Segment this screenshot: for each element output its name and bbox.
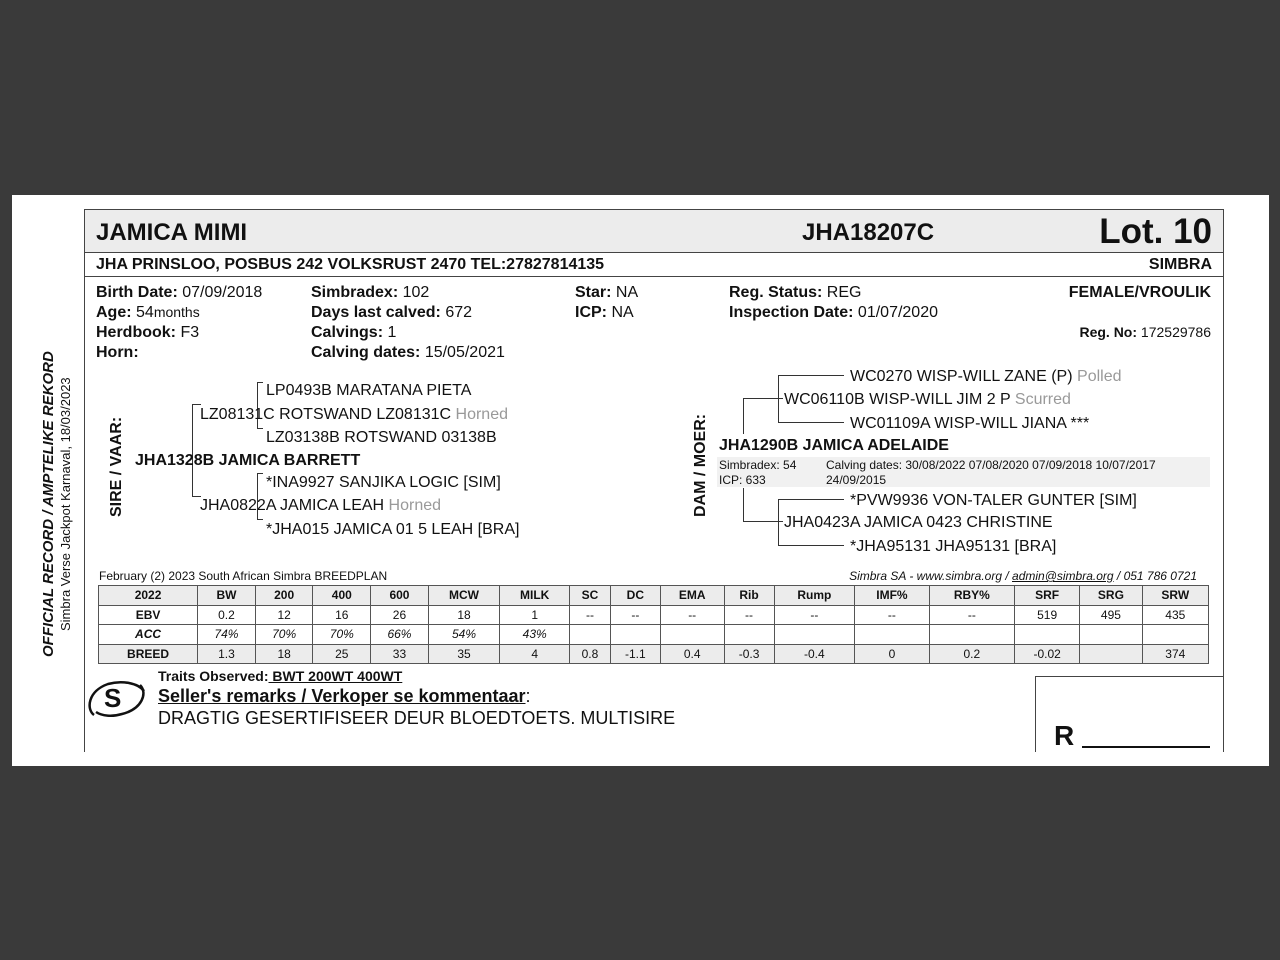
table-cell: 1 <box>500 605 570 625</box>
table-cell: 33 <box>371 644 429 664</box>
horn-status: Scurred <box>1014 391 1071 408</box>
dam-dam-dam: *JHA95131 JHA95131 [BRA] <box>850 538 1057 555</box>
table-cell: 435 <box>1142 605 1208 625</box>
table-cell: Rib <box>724 586 774 606</box>
breeder-info: JHA PRINSLOO, POSBUS 242 VOLKSRUST 2470 TEL:27827814135 <box>96 256 605 273</box>
table-cell: -0.4 <box>774 644 855 664</box>
sire-dam: JHA0822A JAMICA LEAH Horned <box>200 497 442 514</box>
table-cell: -0.02 <box>1014 644 1079 664</box>
table-cell: BW <box>198 586 256 606</box>
price-prefix: R <box>1054 720 1075 751</box>
table-cell: 16 <box>313 605 371 625</box>
price-line[interactable] <box>1082 746 1210 748</box>
animal-reg-code: JHA18207C <box>802 219 935 246</box>
sellers-remarks: DRAGTIG GESERTIFISEER DEUR BLOEDTOETS. MULTISIRE <box>158 708 676 728</box>
table-cell: -- <box>929 605 1014 625</box>
days-last-calved: Days last calved: 672 <box>311 304 473 321</box>
table-cell: 43% <box>500 625 570 645</box>
table-row-breed <box>99 644 1209 664</box>
email-link[interactable]: admin@simbra.org <box>1012 569 1114 583</box>
breed-name: SIMBRA <box>1148 256 1212 273</box>
lot-number: Lot. 10 <box>1099 212 1212 251</box>
table-cell <box>570 625 611 645</box>
table-cell: DC <box>610 586 660 606</box>
table-cell: 12 <box>255 605 313 625</box>
animal-name: JAMICA MIMI <box>96 219 248 246</box>
table-cell <box>929 625 1014 645</box>
dam-sire-sire: WC0270 WISP-WILL ZANE (P) Polled <box>850 368 1122 385</box>
table-cell: -- <box>570 605 611 625</box>
table-cell: 70% <box>313 625 371 645</box>
table-cell: -0.3 <box>724 644 774 664</box>
dam-sire-dam: WC01109A WISP-WILL JIANA *** <box>850 415 1090 432</box>
table-cell: -- <box>610 605 660 625</box>
table-cell: 35 <box>428 644 499 664</box>
dam-calving-dates-2: 24/09/2015 <box>826 473 887 487</box>
table-cell: SRW <box>1142 586 1208 606</box>
icp: ICP: NA <box>575 304 634 321</box>
table-cell: -- <box>774 605 855 625</box>
table-cell: -- <box>855 605 930 625</box>
table-cell: 18 <box>428 605 499 625</box>
horn-status: Horned <box>455 406 508 423</box>
lot-card <box>12 195 1269 766</box>
reg-no: Reg. No: 172529786 <box>1079 324 1211 340</box>
table-cell <box>1014 625 1079 645</box>
dam-name: JHA1290B JAMICA ADELAIDE <box>719 437 949 454</box>
table-cell: Rump <box>774 586 855 606</box>
table-cell: 519 <box>1014 605 1079 625</box>
simbra-logo-icon <box>86 679 148 719</box>
table-cell: 0.2 <box>929 644 1014 664</box>
table-cell: 4 <box>500 644 570 664</box>
table-cell: -- <box>724 605 774 625</box>
table-cell: 2022 <box>99 586 198 606</box>
table-cell <box>1142 625 1208 645</box>
sire-name: JHA1328B JAMICA BARRETT <box>135 452 361 469</box>
sex: FEMALE/VROULIK <box>1068 284 1211 301</box>
breedplan-contact: Simbra SA - www.simbra.org / admin@simbra.org / 051 786 0721 <box>849 569 1197 583</box>
table-cell: MILK <box>500 586 570 606</box>
table-cell: SRG <box>1080 586 1142 606</box>
table-header-row <box>99 586 1209 606</box>
horn-status: Polled <box>1077 368 1122 385</box>
table-cell <box>774 625 855 645</box>
sellers-remarks-label: Seller's remarks / Verkoper se kommentaar: <box>158 686 531 706</box>
title-bar <box>85 210 1223 253</box>
table-cell: 1.3 <box>198 644 256 664</box>
dam-icp: ICP: 633 <box>719 473 766 487</box>
dam-simbradex: Simbradex: 54 <box>719 458 797 472</box>
table-cell <box>1080 625 1142 645</box>
traits-observed: Traits Observed: BWT 200WT 400WT <box>158 668 403 684</box>
breeder-bar <box>85 253 1223 277</box>
ebv-table <box>98 585 1209 664</box>
dam-dam-sire: *PVW9936 VON-TALER GUNTER [SIM] <box>850 492 1137 509</box>
table-cell <box>724 625 774 645</box>
sire-dam-sire: *INA9927 SANJIKA LOGIC [SIM] <box>266 474 501 491</box>
table-cell: 70% <box>255 625 313 645</box>
table-cell: 495 <box>1080 605 1142 625</box>
table-cell <box>660 625 724 645</box>
logo-letter: S <box>104 683 122 713</box>
table-cell: 0 <box>855 644 930 664</box>
table-cell <box>610 625 660 645</box>
table-cell: RBY% <box>929 586 1014 606</box>
table-cell: 25 <box>313 644 371 664</box>
calving-dates: Calving dates: 15/05/2021 <box>311 344 505 361</box>
dam-calving-dates: Calving dates: 30/08/2022 07/08/2020 07/09/2018 10/07/2017 <box>826 458 1156 472</box>
table-cell: 18 <box>255 644 313 664</box>
table-cell: 0.4 <box>660 644 724 664</box>
table-cell: 54% <box>428 625 499 645</box>
sire-sire-dam: LZ03138B ROTSWAND 03138B <box>266 429 497 446</box>
simbradex: Simbradex: 102 <box>311 284 430 301</box>
table-cell <box>855 625 930 645</box>
table-cell: 74% <box>198 625 256 645</box>
breedplan-caption: February (2) 2023 South African Simbra BREEDPLAN <box>99 569 388 583</box>
table-cell: EBV <box>99 605 198 625</box>
table-cell: MCW <box>428 586 499 606</box>
dam-label: DAM / MOER: <box>692 413 709 517</box>
official-record-label: OFFICIAL RECORD / AMPTELIKE REKORD <box>40 351 57 657</box>
table-cell: BREED <box>99 644 198 664</box>
table-cell: 374 <box>1142 644 1208 664</box>
dam-dam: JHA0423A JAMICA 0423 CHRISTINE <box>784 514 1053 531</box>
dam-sire: WC06110B WISP-WILL JIM 2 P Scurred <box>784 391 1071 408</box>
table-row-ebv <box>99 605 1209 625</box>
sire-sire: LZ08131C ROTSWAND LZ08131C Horned <box>200 406 508 423</box>
herdbook: Herdbook: F3 <box>96 324 200 341</box>
age: Age: 54months <box>96 304 200 321</box>
calvings: Calvings: 1 <box>311 324 397 341</box>
inspection-date: Inspection Date: 01/07/2020 <box>729 304 938 321</box>
sire-label: SIRE / VAAR: <box>108 416 125 517</box>
table-cell: 0.8 <box>570 644 611 664</box>
table-cell: 400 <box>313 586 371 606</box>
table-cell: 0.2 <box>198 605 256 625</box>
table-cell: 200 <box>255 586 313 606</box>
birth-date: Birth Date: 07/09/2018 <box>96 284 263 301</box>
table-row-acc <box>99 625 1209 645</box>
horn-label: Horn: <box>96 344 139 361</box>
table-cell: 66% <box>371 625 429 645</box>
auction-label: Simbra Verse Jackpot Karnaval, 18/03/2023 <box>58 377 73 631</box>
table-cell: -- <box>660 605 724 625</box>
table-cell: -1.1 <box>610 644 660 664</box>
reg-status: Reg. Status: REG <box>729 284 862 301</box>
horn-status: Horned <box>388 497 442 514</box>
table-cell: SRF <box>1014 586 1079 606</box>
table-cell: 26 <box>371 605 429 625</box>
sire-dam-dam: *JHA015 JAMICA 01 5 LEAH [BRA] <box>266 521 520 538</box>
table-cell: ACC <box>99 625 198 645</box>
table-cell: EMA <box>660 586 724 606</box>
table-cell <box>1080 644 1142 664</box>
table-cell: IMF% <box>855 586 930 606</box>
star: Star: NA <box>575 284 639 301</box>
table-cell: 600 <box>371 586 429 606</box>
table-cell: SC <box>570 586 611 606</box>
sire-sire-sire: LP0493B MARATANA PIETA <box>266 382 472 399</box>
